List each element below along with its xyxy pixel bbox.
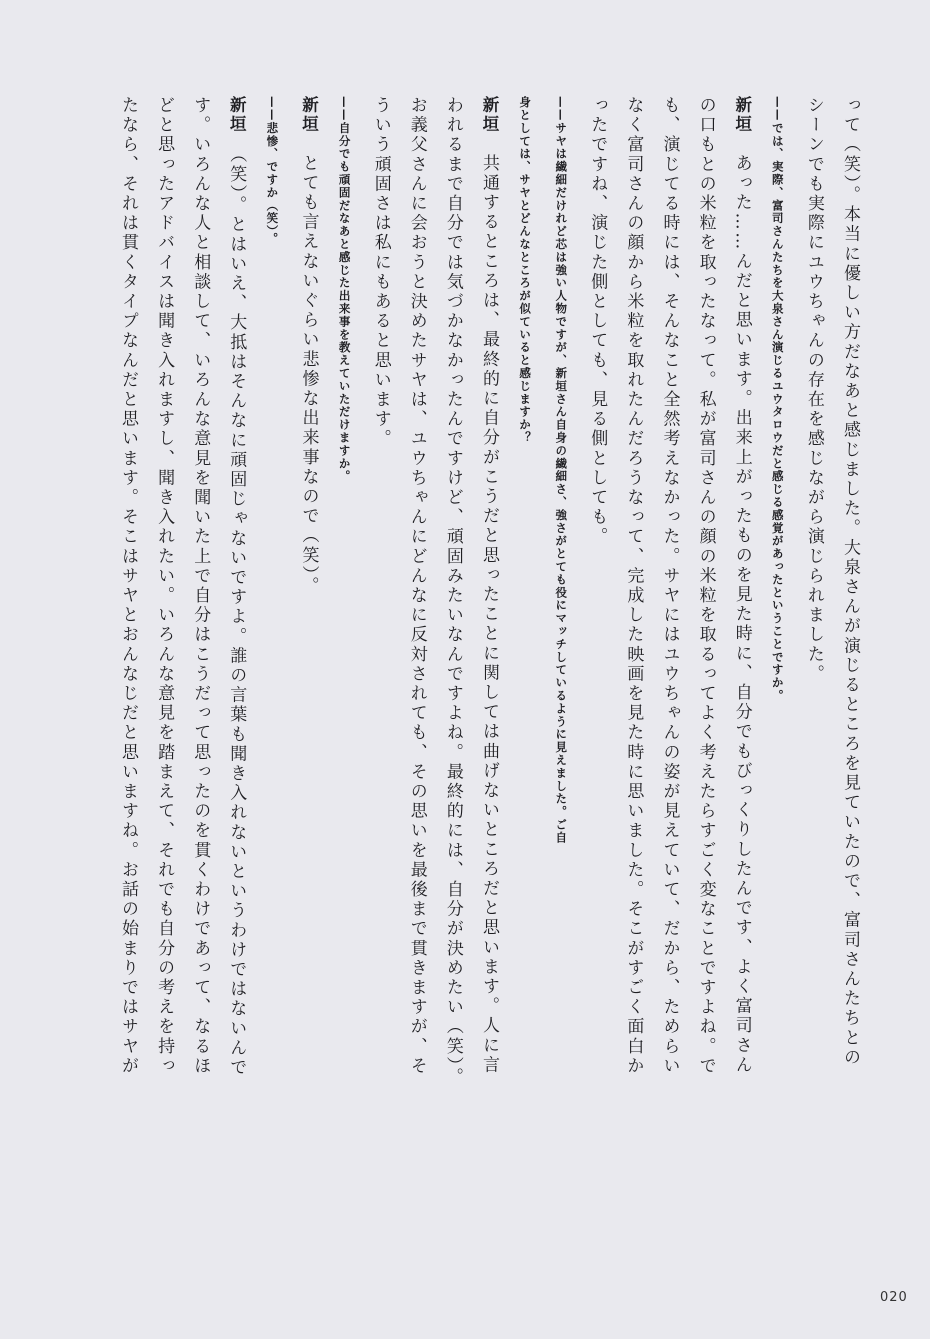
interviewer-question: ——自分でも頑固だなあと感じた出来事を教えていただけますか。: [337, 96, 352, 483]
text-column: [585, 96, 609, 547]
column-text: お義父さんに会おうと決めたサヤは、ユウちゃんにどんなに反対されても、その思いを最後まで貫きますが、そ: [406, 96, 427, 1076]
column-text: ういう頑固さは私にもあると思います。: [370, 96, 391, 449]
text-column: [297, 96, 321, 596]
text-column: [224, 96, 248, 1078]
interviewer-question: ——では、実際、富司さんたちを大泉さん演じるユウタロウだと感じる感覚があったということですか。: [770, 96, 785, 703]
speaker-label: 新垣: [227, 96, 247, 135]
speaker-label: 新垣: [299, 96, 319, 135]
column-text: たなら、それは貫くタイプなんだと思います。そこはサヤとおんなじだと思いますね。お話の始まりではサヤが: [118, 96, 138, 1076]
speaker-label: 新垣: [732, 96, 752, 135]
page-number: 020: [880, 1290, 908, 1305]
text-column: [116, 96, 140, 1076]
column-text: ったですね、演じた側としても、見る側としても。: [587, 96, 608, 547]
text-column: [405, 96, 429, 1076]
text-column: [477, 96, 501, 1075]
column-text: す。いろんな人と相談して、いろんな意見を聞いた上で自分はこうだって思ったのを貫くわけであって、なるほ: [190, 96, 211, 1076]
text-column: [730, 96, 754, 1075]
text-column: [152, 96, 176, 1076]
column-text: （笑）。とはいえ、大抵はそんなに頑固じゃないですよ。誰の言葉も聞き入れないというわけではないんで: [226, 153, 247, 1078]
column-text: とても言えないぐらい悲惨な出来事なので（笑）。: [298, 153, 319, 597]
column-text: なく富司さんの顔から米粒を取れたんだろうなって、完成した映画を見た時に思いました。そこがすごく面白か: [623, 96, 644, 1076]
text-column: [333, 96, 357, 483]
text-column: [621, 96, 645, 1076]
column-text: シーンでも実際にユウちゃんの存在を感じながら演じられました。: [803, 96, 824, 684]
speaker-label: 新垣: [480, 96, 499, 135]
column-text: の口もとの米粒を取ったなって。私が富司さんの顔の米粒を取るってよく考えたらすごく変なことですよね。で: [695, 96, 716, 1076]
text-column: [441, 96, 465, 1087]
interviewer-question: ——悲惨、ですか（笑）。: [265, 96, 280, 246]
column-text: あった……んだと思います。出来上がったものを見た時に、自分でもびっくりしたんです、よく富司さん: [731, 153, 752, 1076]
interviewer-question: 身としては、サヤとどんなところが似ていると感じますか？: [518, 96, 533, 445]
column-text: って（笑）。本当に優しい方だなあと感じました。大泉さんが演じるところを見ていたので、富司さんたちとの: [840, 96, 860, 1068]
column-text: 共通するところは、最終的に自分がこうだと思ったことに関しては曲げないところだと思います。人に言: [479, 153, 499, 1076]
column-text: どと思ったアドバイスは聞き入れますし、聞き入れたい。いろんな意見を踏まえて、それでも自分の考えを持っ: [154, 96, 175, 1076]
text-column: [694, 96, 718, 1076]
text-column: [513, 96, 537, 444]
text-column: [766, 96, 790, 702]
column-text: も、演じてる時には、そんなこと全然考えなかった。サヤにはユウちゃんの姿が見えていて、だから、ためらい: [659, 96, 680, 1076]
column-text: われるまで自分では気づかなかったんですけど、頑固みたいなんですよね。最終的には、自分が決めたい（笑）。: [442, 96, 463, 1088]
interviewer-question: ——サヤは繊細だけれど芯は強い人物ですが、新垣さん自身の繊細さ、強さがとても役にマッチしているように見えました。ご自: [554, 96, 569, 845]
text-column: [188, 96, 212, 1076]
text-column: [802, 96, 826, 684]
text-column: [260, 96, 284, 245]
text-column: [838, 96, 862, 1068]
text-column: [658, 96, 682, 1076]
text-column: [549, 96, 573, 844]
text-column: [369, 96, 393, 449]
